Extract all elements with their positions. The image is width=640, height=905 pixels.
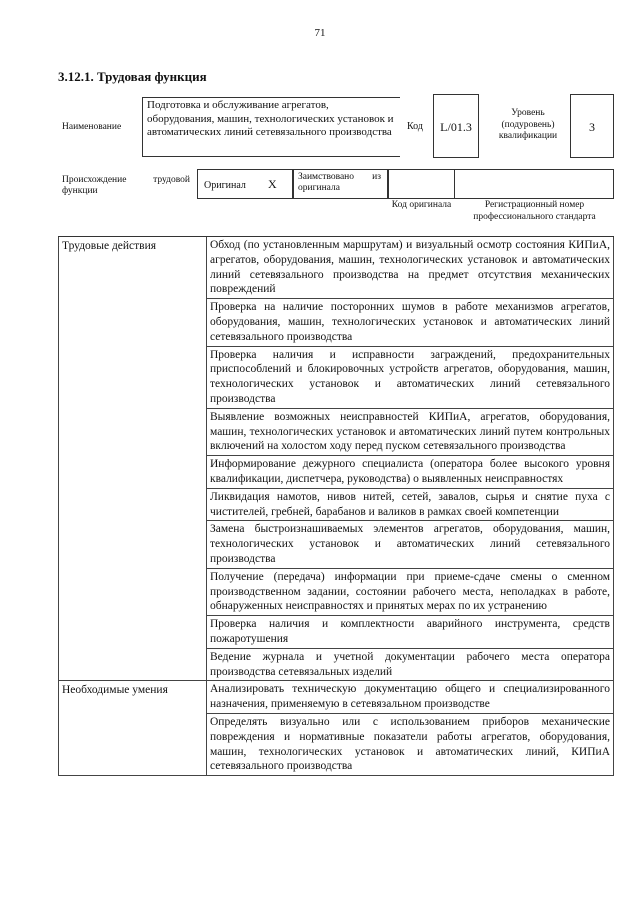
original-label: Оригинал <box>204 180 246 191</box>
origin-label-right: трудовой <box>153 175 190 185</box>
reg-number-label: Регистрационный номер профессионального стандарта <box>473 200 596 222</box>
borrowed-label-a: Заимствовано <box>298 172 355 182</box>
labor-actions-group <box>58 237 614 681</box>
labor-action-item: Получение (передача) информации при приеме-сдаче смены о сменном производственном задании, состоянии рабочего места, неполадках в работе, обнаруженных неисправностях и принятых мерах по их устранению <box>207 569 614 616</box>
labor-action-item: Проверка на наличие посторонних шумов в работе механизмов агрегатов, оборудования, машин, технологических установок и автоматических линий сетевязального производства <box>207 299 614 346</box>
labor-action-item: Замена быстроизнашиваемых элементов агрегатов, оборудования, машин, технологических установок и автоматических линий сетевязального производства <box>207 521 614 568</box>
labor-action-item: Ведение журнала и учетной документации рабочего места оператора производства сетевязальных изделий <box>207 649 614 681</box>
function-name: Подготовка и обслуживание агрегатов, оборудования, машин, технологических установок и автоматических линий сетевязального производства <box>142 97 400 157</box>
original-mark: X <box>268 177 277 191</box>
skills-group <box>58 681 614 776</box>
labor-actions-list <box>207 237 614 680</box>
labor-action-item: Ликвидация намотов, нивов нитей, сетей, завалов, сырья и снятие пуха с чистителей, гребней, барабанов и валиков в рамках своей компетенции <box>207 489 614 522</box>
labor-action-item: Проверка наличия и исправности заграждений, предохранительных приспособлений и блокировочных устройств агрегатов, оборудования, машин, технологических установок и автоматических линий сетевязального производства <box>207 347 614 409</box>
function-table <box>58 236 614 776</box>
borrowed-label-b: из <box>372 172 381 182</box>
borrowed-box <box>293 169 388 199</box>
skill-item: Определять визуально или с использованием приборов механические повреждения и нормативные показатели работы агрегатов, оборудования, машин, технологических установок и автоматических линий, КИПиА сетевязального производства <box>207 714 614 775</box>
origin-label <box>62 175 190 197</box>
labor-action-item: Проверка наличия и комплектности аварийного инструмента, средств пожаротушения <box>207 616 614 649</box>
borrowed-label-c: оригинала <box>298 183 340 193</box>
code-original-box <box>388 169 455 199</box>
original-box <box>197 169 293 199</box>
labor-actions-label: Трудовые действия <box>58 237 207 680</box>
code-original-label: Код оригинала <box>391 200 452 210</box>
section-title: 3.12.1. Трудовая функция <box>58 69 207 84</box>
page-number: 71 <box>314 27 326 39</box>
skill-item: Анализировать техническую документацию общего и специализированного назначения, применяемую в сетевязальном производстве <box>207 681 614 714</box>
reg-number-box <box>455 169 614 199</box>
labor-action-item: Информирование дежурного специалиста (оператора более высокого уровня квалификации, диспетчера, руководства) о выявленных неисправностях <box>207 456 614 489</box>
name-label: Наименование <box>62 122 122 132</box>
origin-label-left: Происхождение функции <box>62 175 127 196</box>
labor-action-item: Выявление возможных неисправностей КИПиА, агрегатов, оборудования, машин, технологических установок и автоматических линий путем контрольных включений на холостом ходу перед пуском сетевязального производства <box>207 409 614 456</box>
skills-list <box>207 681 614 775</box>
level-label: Уровень (подуровень) квалификации <box>498 108 558 141</box>
labor-action-item: Обход (по установленным маршрутам) и визуальный осмотр состояния КИПиА, агрегатов, оборудования, машин, технологических установок и автоматических линий сетевязального производства на предмет отсутствия механических повреждений <box>207 237 614 299</box>
level-value: 3 <box>570 94 614 158</box>
skills-label: Необходимые умения <box>58 681 207 775</box>
code-value: L/01.3 <box>433 94 479 158</box>
code-label: Код <box>407 121 423 132</box>
